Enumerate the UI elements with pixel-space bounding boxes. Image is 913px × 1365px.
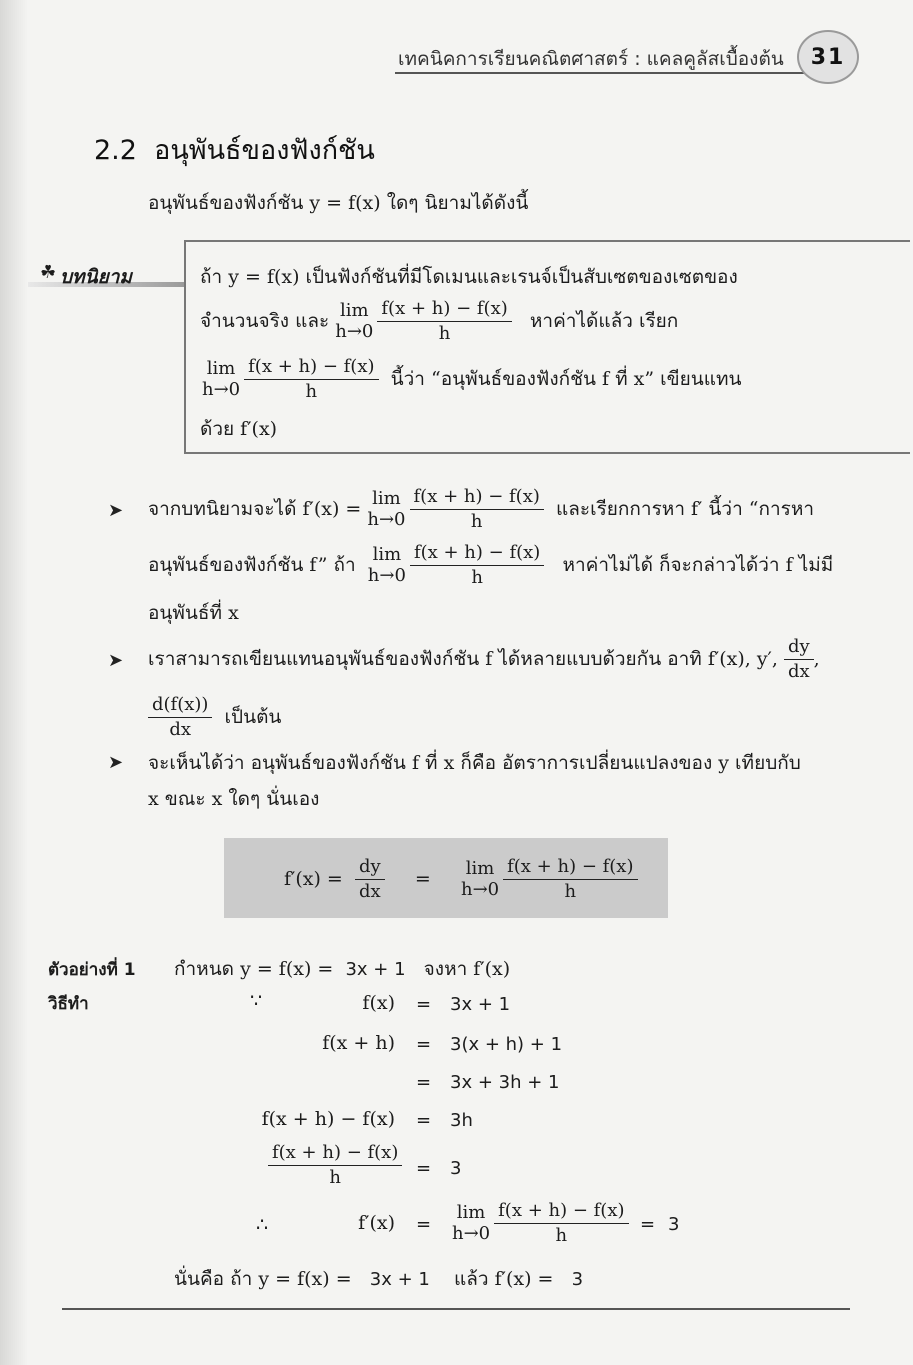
step-6-eq-2: =: [640, 1214, 656, 1235]
fraction-numerator: dy: [784, 636, 814, 660]
limit-expression: [202, 358, 240, 401]
section-intro: อนุพันธ์ของฟังก์ชัน y = f(x) ใดๆ นิยามได้ดังนี้: [148, 192, 529, 214]
fraction-denominator: h: [555, 1224, 568, 1246]
fraction-denominator: h: [329, 1166, 341, 1188]
arrow-bullet-icon: ➤: [108, 500, 124, 521]
step-3-eq: =: [416, 1072, 432, 1093]
difference-quotient: [503, 856, 637, 902]
step-5-rhs: 3: [450, 1158, 462, 1179]
step-4-eq: =: [416, 1110, 432, 1131]
bullet-1-line-3: อนุพันธ์ที่ x: [148, 602, 239, 624]
running-header-title: เทคนิคการเรียนคณิตศาสตร์ : แคลคูลัสเบื้องต้น: [398, 48, 784, 70]
fraction-numerator: f(x + h) − f(x): [244, 356, 378, 380]
fraction-denominator: h: [438, 322, 451, 344]
footer-rule: [62, 1308, 850, 1310]
bullet-1-line-1: [148, 486, 814, 532]
fraction-numerator: f(x + h) − f(x): [503, 856, 637, 880]
fraction-denominator: h: [305, 380, 318, 402]
fraction-denominator: dx: [169, 718, 192, 740]
arrow-bullet-icon: ➤: [108, 752, 124, 773]
definition-line-2-pre: จำนวนจริง และ: [200, 310, 330, 333]
section-title: อนุพันธ์ของฟังก์ชัน: [154, 135, 375, 166]
example-statement-expr: 3x + 1: [345, 959, 406, 980]
step-3-rhs: 3x + 3h + 1: [450, 1072, 560, 1093]
step-1-rhs: 3x + 1: [450, 994, 511, 1015]
definition-line-2-post: หาค่าได้แล้ว เรียก: [529, 310, 679, 333]
step-1-lhs: f(x): [362, 992, 395, 1014]
step-6-rhs: 3: [668, 1214, 680, 1235]
bullet-2-line-2-post: เป็นต้น: [224, 706, 282, 729]
lim-sub: h→0: [367, 509, 406, 531]
formula-equals: =: [414, 868, 431, 891]
therefore-symbol: ∴: [256, 1214, 269, 1236]
difference-quotient: [377, 298, 511, 344]
bullet-2-line-1-text: เราสามารถเขียนแทนอนุพันธ์ของฟังก์ชัน f ได้หลายแบบด้วยกัน อาทิ f′(x), y′,: [148, 648, 778, 671]
formula-lhs: f′(x) =: [284, 868, 343, 891]
difference-quotient: [410, 542, 544, 588]
definition-line-4: ด้วย f′(x): [200, 418, 278, 440]
step-2-eq: =: [416, 1034, 432, 1055]
fraction-numerator: f(x + h) − f(x): [410, 486, 544, 510]
step-2-rhs: 3(x + h) + 1: [450, 1034, 563, 1055]
example-label: ตัวอย่างที่ 1: [48, 960, 136, 980]
definition-line-3-post: นี้ว่า “อนุพันธ์ของฟังก์ชัน f ที่ x” เขียนแทน: [390, 368, 742, 391]
limit-expression: [461, 858, 499, 901]
section-number: 2.2: [94, 135, 137, 166]
dy-dx-fraction: [355, 856, 385, 902]
conclusion-value: 3: [571, 1269, 584, 1290]
example-statement-pre: กำหนด y = f(x) =: [174, 958, 334, 980]
dy-dx-fraction: [784, 636, 814, 682]
bullet-2-line-2: [148, 694, 281, 740]
fraction-numerator: d(f(x)): [148, 694, 212, 718]
step-4-lhs: f(x + h) − f(x): [261, 1108, 395, 1130]
dfx-dx-fraction: [148, 694, 212, 740]
bullet-3-line-1: จะเห็นได้ว่า อนุพันธ์ของฟังก์ชัน f ที่ x ก็คือ อัตราการเปลี่ยนแปลงของ y เทียบกับ: [148, 752, 801, 774]
step-6-eq: =: [416, 1214, 432, 1235]
step-1-eq: =: [416, 994, 432, 1015]
fraction-numerator: f(x + h) − f(x): [268, 1142, 402, 1166]
fraction-numerator: f(x + h) − f(x): [377, 298, 511, 322]
definition-line-3: [202, 356, 742, 402]
because-symbol: ∵: [250, 990, 263, 1012]
step-4-rhs: 3h: [450, 1110, 473, 1131]
difference-quotient: [410, 486, 544, 532]
section-heading: [94, 128, 375, 171]
lim-sub: h→0: [335, 321, 374, 343]
lim-text: lim: [340, 299, 369, 321]
fraction-denominator: h: [471, 566, 483, 588]
lim-text: lim: [372, 487, 401, 509]
bullet-1-line-1-post: และเรียกการหา f′ นี้ว่า “การหา: [555, 498, 815, 521]
page-binding-shadow: [0, 0, 28, 1365]
lim-sub: h→0: [367, 565, 406, 587]
difference-quotient: [268, 1142, 402, 1188]
clover-icon: ☘: [40, 262, 57, 283]
conclusion-expr: 3x + 1: [369, 1269, 430, 1290]
lim-text: lim: [372, 543, 402, 565]
difference-quotient: [494, 1200, 628, 1246]
step-5-lhs: [268, 1142, 402, 1188]
derivative-formula: [284, 856, 638, 902]
fraction-denominator: dx: [787, 660, 810, 682]
page-number-badge: 31: [797, 30, 859, 84]
bullet-1-line-2-post: หาค่าไม่ได้ ก็จะกล่าวได้ว่า f ไม่มี: [562, 554, 834, 577]
conclusion-mid: แล้ว f′(x) =: [454, 1268, 554, 1290]
definition-label: บทนิยาม: [60, 266, 132, 288]
lim-sub: h→0: [452, 1223, 491, 1245]
limit-expression: [368, 544, 406, 587]
limit-expression: [367, 488, 405, 531]
conclusion-pre: นั่นคือ ถ้า y = f(x) =: [174, 1268, 352, 1290]
step-2-lhs: f(x + h): [322, 1032, 395, 1054]
bullet-3-line-2: x ขณะ x ใดๆ นั่นเอง: [148, 788, 320, 810]
comma: ,: [813, 648, 820, 671]
example-statement-post: จงหา f′(x): [423, 958, 511, 980]
fraction-numerator: f(x + h) − f(x): [410, 542, 544, 566]
fraction-numerator: f(x + h) − f(x): [494, 1200, 628, 1224]
lim-text: lim: [465, 857, 495, 879]
bullet-1-line-2-pre: อนุพันธ์ของฟังก์ชัน f” ถ้า: [148, 554, 356, 577]
fraction-denominator: h: [564, 880, 577, 902]
method-label: วิธีทำ: [48, 994, 89, 1014]
lim-sub: h→0: [202, 379, 241, 401]
step-6-limit: [452, 1200, 629, 1246]
step-6-lhs: f′(x): [358, 1212, 395, 1234]
fraction-numerator: dy: [355, 856, 385, 880]
definition-line-1: ถ้า y = f(x) เป็นฟังก์ชันที่มีโดเมนและเรนจ์เป็นสับเซตของเซตของ: [200, 266, 738, 288]
lim-text: lim: [206, 357, 236, 379]
fraction-denominator: dx: [358, 880, 381, 902]
bullet-1-line-1-pre: จากบทนิยามจะได้ f′(x) =: [148, 498, 362, 521]
definition-line-2: [200, 298, 678, 344]
bullet-1-line-2: [148, 542, 833, 588]
lim-sub: h→0: [460, 879, 500, 901]
limit-expression: [452, 1202, 490, 1245]
example-conclusion: [174, 1264, 583, 1294]
example-statement: [174, 954, 510, 984]
limit-expression: [335, 300, 373, 343]
bullet-2-line-1: [148, 636, 820, 682]
arrow-bullet-icon: ➤: [108, 650, 124, 671]
step-5-eq: =: [416, 1158, 432, 1179]
difference-quotient: [244, 356, 378, 402]
fraction-denominator: h: [470, 510, 483, 532]
header-rule: [395, 72, 805, 74]
lim-text: lim: [456, 1201, 486, 1223]
